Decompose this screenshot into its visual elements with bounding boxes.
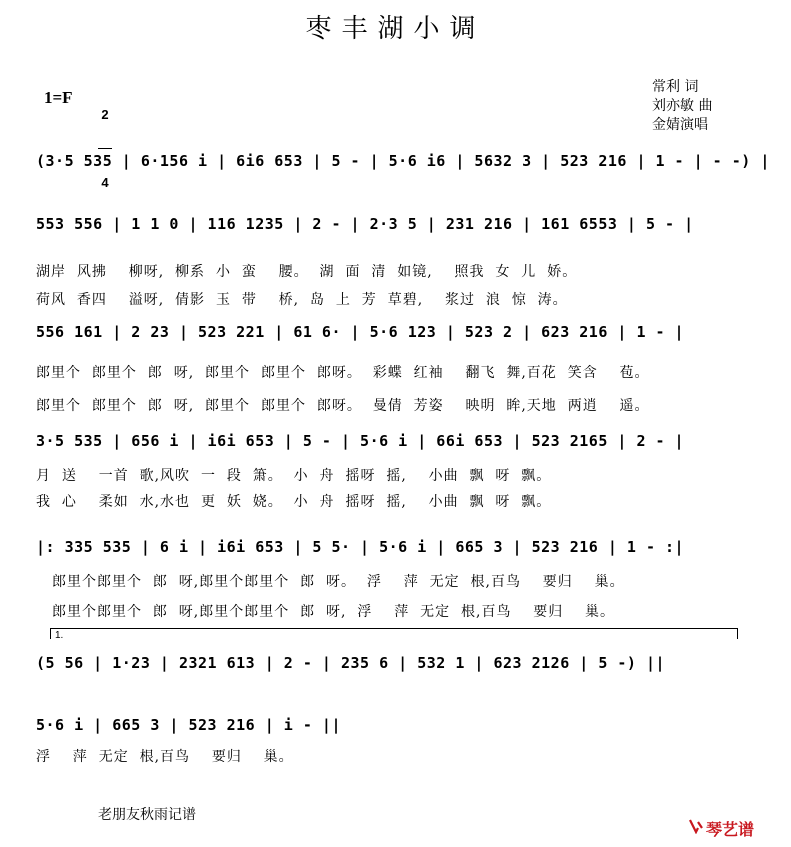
time-numerator: 2 bbox=[101, 107, 109, 122]
notation-line-1: (3·5 535 | 6·156 i | 6i6 653 | 5 - | 5·6 i6 | 5632 3 | 523 216 | 1 - | - -) | bbox=[36, 152, 770, 170]
notation-line-5: |: 335 535 | 6 i | i6i 653 | 5 5· | 5·6 i | 665 3 | 523 216 | 1 - :| bbox=[36, 538, 685, 556]
volta-label: 1. bbox=[55, 630, 64, 641]
credit-singer: 金婧演唱 bbox=[652, 117, 708, 133]
notation-line-4: 3·5 535 | 656 i | i6i 653 | 5 - | 5·6 i | 66i 653 | 523 2165 | 2 - | bbox=[36, 432, 685, 450]
watermark-logo: 琴艺谱 bbox=[706, 820, 755, 839]
time-denominator: 4 bbox=[101, 175, 109, 190]
lyric-line-4-verse-1: 月 送 一首 歌,风吹 一 段 箫。 小 舟 摇呀 摇, 小曲 飘 呀 飘。 bbox=[36, 468, 552, 484]
lyric-line-2-verse-2: 荷风 香四 溢呀, 倩影 玉 带 桥, 岛 上 芳 草碧, 浆过 浪 惊 涛。 bbox=[36, 292, 568, 308]
lyric-line-5-verse-1: 郎里个郎里个 郎 呀,郎里个郎里个 郎 呀。 浮 萍 无定 根,百鸟 要归 巢。 bbox=[52, 574, 625, 590]
transcriber-credit: 老朋友秋雨记谱 bbox=[98, 807, 196, 823]
notation-line-6: (5 56 | 1·23 | 2321 613 | 2 - | 235 6 | 532 1 | 623 2126 | 5 -) || bbox=[36, 654, 666, 672]
qinyipu-logo-icon bbox=[688, 818, 704, 834]
time-divider bbox=[98, 148, 112, 149]
notation-line-7: 5·6 i | 665 3 | 523 216 | i - || bbox=[36, 716, 341, 734]
time-signature bbox=[98, 82, 112, 202]
volta-bracket bbox=[50, 628, 738, 639]
notation-line-3: 556 161 | 2 23 | 523 221 | 61 6· | 5·6 123 | 523 2 | 623 216 | 1 - | bbox=[36, 323, 685, 341]
notation-line-2: 553 556 | 1 1 0 | 116 1235 | 2 - | 2·3 5 | 231 216 | 161 6553 | 5 - | bbox=[36, 215, 694, 233]
song-title: 枣丰湖小调 bbox=[305, 14, 486, 44]
credit-composer: 刘亦敏 曲 bbox=[652, 98, 713, 114]
key-signature: 1=F bbox=[44, 88, 73, 107]
lyric-line-3-verse-2: 郎里个 郎里个 郎 呀, 郎里个 郎里个 郎呀。 曼倩 芳姿 映明 眸,天地 两逍 遥。 bbox=[36, 398, 650, 414]
lyric-line-4-verse-2: 我 心 柔如 水,水也 更 妖 娆。 小 舟 摇呀 摇, 小曲 飘 呀 飘。 bbox=[36, 494, 552, 510]
credit-lyricist: 常利 词 bbox=[652, 79, 699, 95]
lyric-line-7: 浮 萍 无定 根,百鸟 要归 巢。 bbox=[36, 749, 294, 765]
lyric-line-5-verse-2: 郎里个郎里个 郎 呀,郎里个郎里个 郎 呀, 浮 萍 无定 根,百鸟 要归 巢。 bbox=[52, 604, 616, 620]
lyric-line-3-verse-1: 郎里个 郎里个 郎 呀, 郎里个 郎里个 郎呀。 彩蝶 红袖 翻飞 舞,百花 笑含 苞。 bbox=[36, 365, 650, 381]
lyric-line-2-verse-1: 湖岸 风拂 柳呀, 柳系 小 蛮 腰。 湖 面 清 如镜, 照我 女 儿 娇。 bbox=[36, 264, 578, 280]
